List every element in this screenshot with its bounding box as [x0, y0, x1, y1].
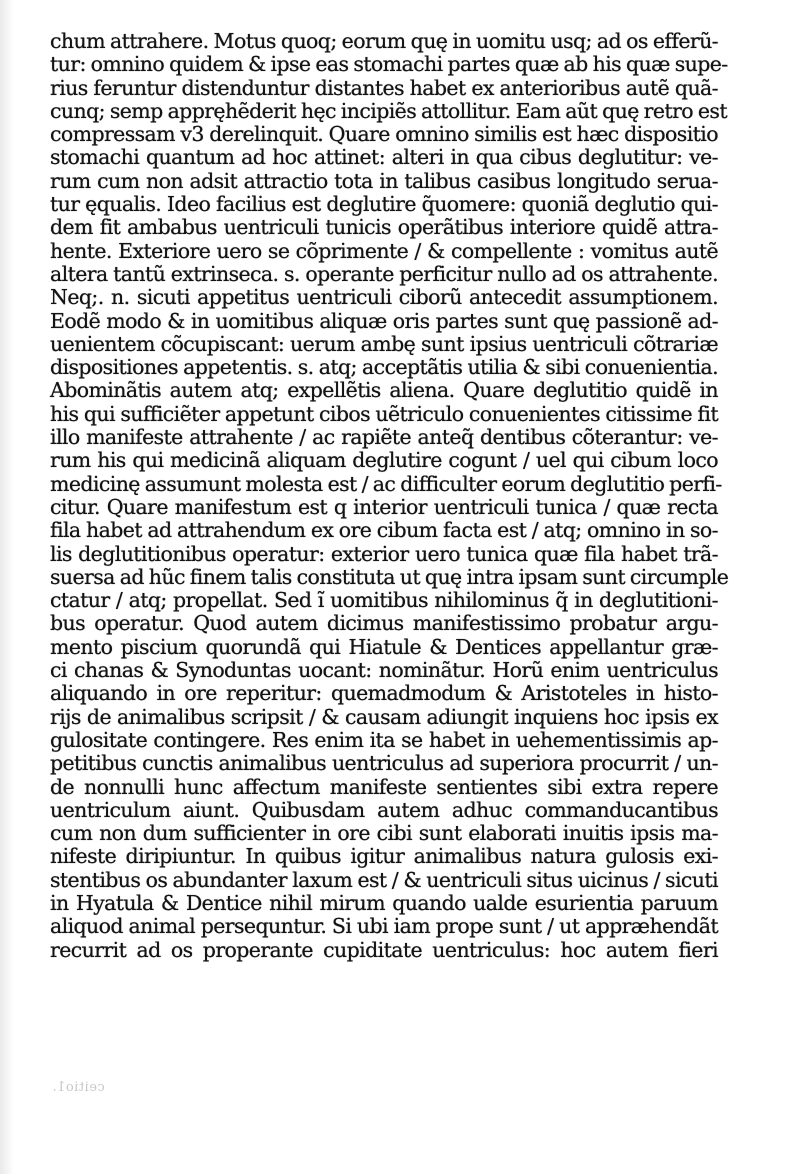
text-line: fila habet ad attrahendum ex ore cibum facta est / atq; omnino in so-: [50, 518, 718, 543]
text-line: dispositiones appetentis. s. atq; acceptãtis utilia & sibi conuenientia.: [50, 355, 718, 380]
text-line: suersa ad hũc finem talis constituta ut quę intra ipsam sunt circumple: [50, 564, 729, 589]
latin-text-block: [50, 29, 729, 962]
text-line: nifeste diripiuntur. In quibus igitur animalibus natura gulosis exi-: [50, 844, 718, 869]
text-line: aliquando in ore reperitur: quemadmodum & Aristoteles in histo-: [50, 681, 718, 706]
text-line: gulositate contingere. Res enim ita se habet in uehementissimis ap-: [50, 727, 718, 752]
text-line: cum non dum sufficienter in ore cibi sunt elaborati inuitis ipsis ma-: [50, 821, 718, 846]
text-line: compressam v3 derelinquit. Quare omnino similis est hæc dispositio: [50, 122, 718, 147]
text-line: rum his qui medicinã aliquam deglutire cogunt / uel qui cibum loco: [50, 448, 718, 473]
text-line: Eodẽ modo & in uomitibus aliquæ oris partes sunt quę passionẽ ad-: [50, 308, 718, 333]
text-line: aliquod animal persequntur. Si ubi iam prope sunt / ut appræhendãt: [50, 914, 718, 939]
text-line: citur. Quare manifestum est q interior uentriculi tunica / quæ recta: [50, 494, 718, 519]
text-line: stentibus os abundanter laxum est / & uentriculi situs uicinus / sicuti: [50, 867, 718, 892]
text-line: tur: omnino quidem & ipse eas stomachi partes quæ ab his quæ supe-: [50, 52, 728, 77]
text-line: chum attrahere. Motus quoq; eorum quę in uomitu usq; ad os efferũ-: [50, 29, 718, 53]
text-line: stomachi quantum ad hoc attinet: alteri in qua cibus deglutitur: ve-: [50, 145, 718, 170]
text-line: Abominãtis autem atq; expellẽtis aliena. Quare deglutitio quidẽ in: [50, 378, 718, 403]
bleed-through-text: ceitio1.: [52, 1080, 105, 1095]
text-line: lis deglutitionibus operatur: exterior uero tunica quæ fila habet trã-: [50, 541, 718, 566]
text-line: cunq; semp appręhẽderit hęc incipiẽs attollitur. Eam aũt quę retro est: [50, 98, 727, 123]
text-line: rum cum non adsit attractio tota in talibus casibus longitudo serua-: [50, 168, 718, 193]
text-line: altera tantũ extrinseca. s. operante perficitur nullo ad os attrahente.: [50, 261, 718, 286]
text-line: Neq;. n. sicuti appetitus uentriculi ciborũ antecedit assumptionem.: [50, 285, 718, 310]
text-line: in Hyatula & Dentice nihil mirum quando ualde esurientia paruum: [50, 890, 718, 915]
text-line: petitibus cunctis animalibus uentriculus ad superiora procurrit / un-: [50, 751, 718, 776]
text-line: his qui sufficiẽter appetunt cibos uẽtriculo conuenientes citissime fit: [50, 401, 718, 426]
text-line: recurrit ad os properante cupiditate uentriculus: hoc autem fieri: [50, 937, 718, 962]
text-line: mento piscium quorundã qui Hiatule & Dentices appellantur græ-: [50, 634, 718, 659]
text-line: ci chanas & Synoduntas uocant: nominãtur. Horũ enim uentriculus: [50, 658, 718, 683]
text-line: hente. Exteriore uero se cõprimente / & compellente : vomitus autẽ: [50, 238, 718, 263]
text-line: uentriculum aiunt. Quibusdam autem adhuc commanducantibus: [50, 797, 718, 822]
text-line: illo manifeste attrahente / ac rapiẽte anteq̃ dentibus cõterantur: ve-: [50, 425, 718, 450]
text-line: ctatur / atq; propellat. Sed ĩ uomitibus nihilominus q̃ in deglutitioni-: [50, 588, 718, 613]
text-line: bus operatur. Quod autem dicimus manifestissimo probatur argu-: [50, 611, 718, 636]
text-line: tur ęqualis. Ideo facilius est deglutire q̃uomere: quoniã deglutio qui-: [50, 192, 718, 217]
text-line: de nonnulli hunc affectum manifeste sentientes sibi extra repere: [50, 774, 718, 799]
text-line: uenientem cõcupiscant: uerum ambę sunt ipsius uentriculi cõtrariæ: [50, 331, 718, 356]
text-line: dem fit ambabus uentriculi tunicis operãtibus interiore quidẽ attra-: [50, 215, 718, 240]
text-line: rius feruntur distenduntur distantes habet ex anterioribus autẽ quã-: [50, 75, 718, 100]
text-line: rijs de animalibus scripsit / & causam adiungit inquiens hoc ipsis ex: [50, 704, 718, 729]
text-line: medicinę assumunt molesta est / ac difficulter eorum deglutitio perfi-: [50, 471, 722, 496]
